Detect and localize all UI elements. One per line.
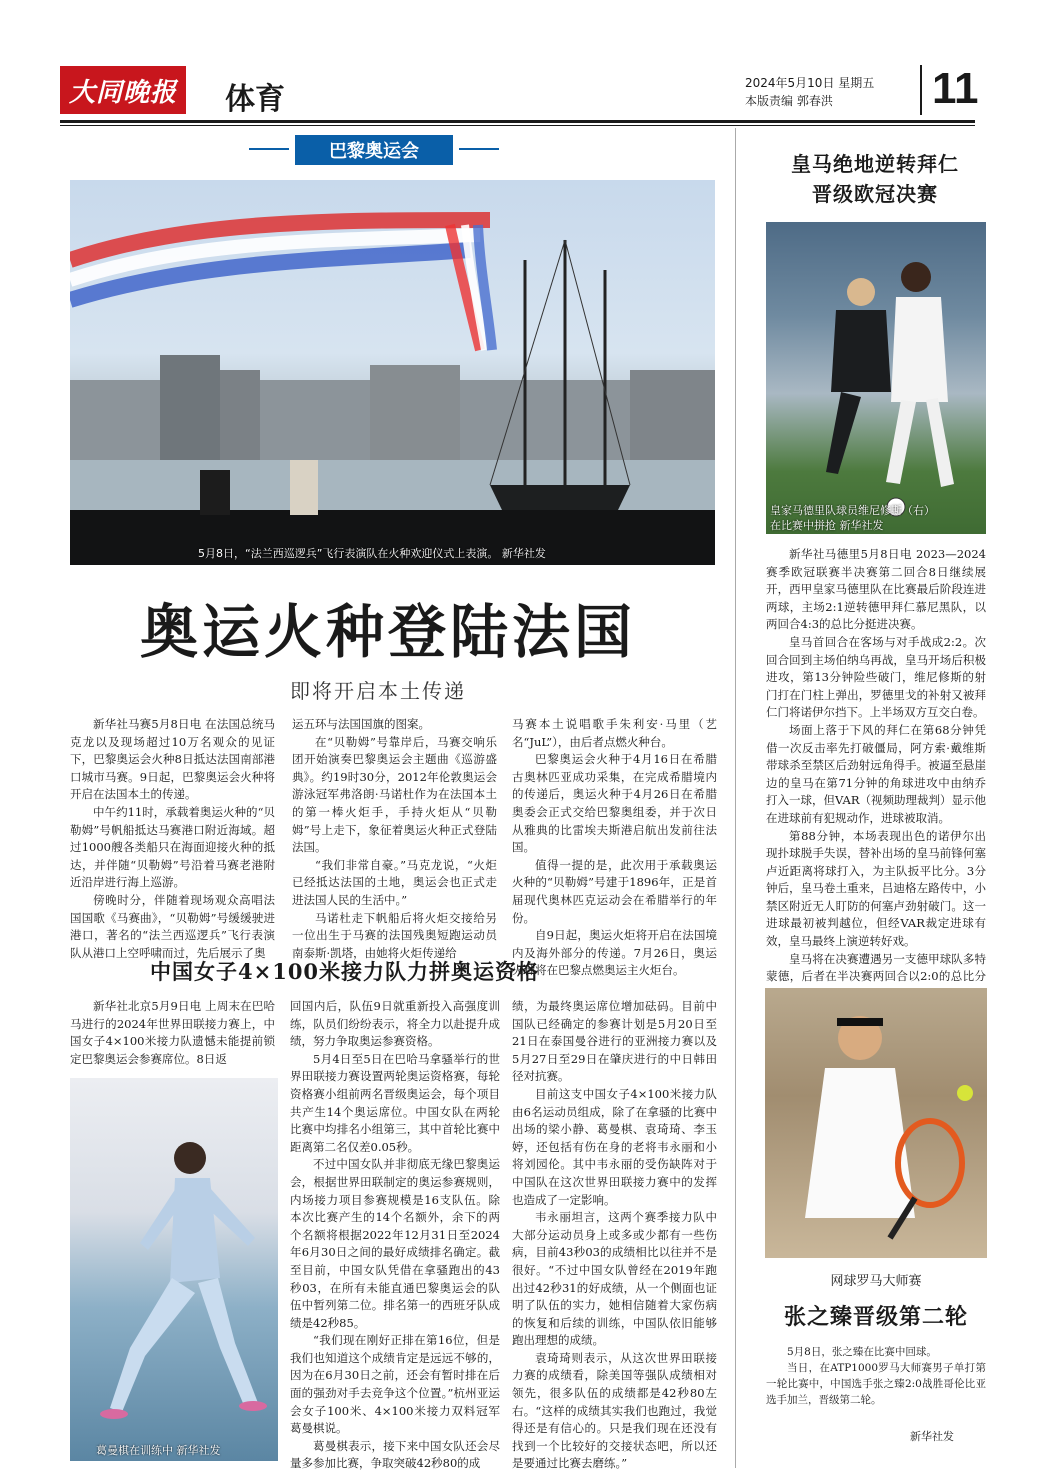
lead-column-2 bbox=[292, 716, 497, 962]
soccer-caption-line2: 在比赛中拼抢 新华社发 bbox=[770, 519, 884, 532]
paragraph: 值得一提的是，此次用于承载奥运火种的“贝勒姆”号建于1896年，正是首届现代奥林匹克运动会在希腊举行的年份。 bbox=[512, 857, 717, 925]
tennis-headline: 张之臻晋级第二轮 bbox=[783, 1304, 968, 1330]
paragraph: 目前这支中国女子4×100米接力队由6名运动员组成，除了在拿骚的比赛中出场的梁小静、葛曼棋、袁琦琦、李玉婷，还包括有伤在身的老将韦永丽和小将刘园伦。其中韦永丽的受伤缺阵对于中国队在这次世界田联接力赛中的发挥也造成了一定影响。 bbox=[512, 1086, 717, 1207]
tennis-kicker: 网球罗马大师赛 bbox=[830, 1274, 922, 1289]
paragraph: 第88分钟，本场表现出色的诺伊尔出现扑球脱手失误，替补出场的皇马前锋何塞卢近距离将球打入，为主队扳平比分。3分钟后，皇马卷土重来，吕迪格左路传中，小禁区附近无人盯防的何塞卢劲射破门。这一进球最初被判越位，但经VAR裁定进球有效，皇马最终上演逆转好戏。 bbox=[766, 828, 986, 949]
paragraph: 绩，为最终奥运席位增加砝码。目前中国队已经确定的参赛计划是5月20日至21日在泰国曼谷进行的亚洲接力赛以及5月27日至29日在肇庆进行的中日韩田径对抗赛。 bbox=[512, 999, 717, 1084]
rm-headline-line1: 皇马绝地逆转拜仁 bbox=[791, 152, 959, 176]
runner-illustration bbox=[70, 1078, 278, 1461]
hero-caption: 5月8日，“法兰西巡逻兵”飞行表演队在火种欢迎仪式上表演。 新华社发 bbox=[198, 547, 546, 560]
paragraph: 新华社马德里5月8日电 2023—2024赛季欧冠联赛半决赛第二回合8日继续展开，西甲皇家马德里队在比赛最后阶段连进两球，主场2:1逆转德甲拜仁慕尼黑队，以两回合4:3的总比分挺进决赛。 bbox=[766, 547, 986, 632]
tennis-illustration bbox=[765, 988, 987, 1258]
tennis-photo bbox=[765, 988, 987, 1258]
paragraph: 新华社马赛5月8日电 在法国总统马克龙以及现场超过10万名观众的见证下，巴黎奥运会火种8日抵达法国南部港口城市马赛。9日起，巴黎奥运会火种将开启在法国本土的传递。 bbox=[70, 717, 275, 802]
soccer-caption-line1: 皇家马德里队球员维尼修斯（右） bbox=[770, 504, 935, 517]
header-rule bbox=[60, 120, 975, 123]
rm-headline-line2: 晋级欧冠决赛 bbox=[812, 182, 938, 206]
paragraph: 袁琦琦则表示，从这次世界田联接力赛的成绩看，除美国等强队成绩相对领先，很多队伍的成绩都是42秒80左右。“这样的成绩其实我们也跑过，我觉得还是有信心的。只是我们现在还没有找到一个比较好的交接状态吧，所以还是要通过比赛去磨练。” bbox=[512, 1350, 717, 1471]
column-divider bbox=[735, 128, 736, 1468]
section-title: 体育 bbox=[225, 82, 285, 117]
paragraph: 中午约11时，承载着奥运火种的“贝勒姆”号帆船抵达马赛港口附近海域。超过1000艘各类船只在海面迎接火种的抵达，并伴随“贝勒姆”号沿着马赛老港附近沿岸进行海上巡游。 bbox=[70, 804, 275, 890]
paragraph: 马赛本土说唱歌手朱利安·马里（艺名“JuL”），由后者点燃火种台。 bbox=[512, 717, 717, 749]
tennis-source: 新华社发 bbox=[910, 1430, 954, 1443]
header-divider bbox=[920, 65, 922, 115]
paragraph: 傍晚时分，伴随着现场观众高唱法国国歌《马赛曲》，“贝勒姆”号缓缓驶进港口，著名的“法兰西巡逻兵”飞行表演队从港口上空呼啸而过，先后展示了奥 bbox=[70, 892, 275, 960]
topic-banner: 巴黎奥运会 bbox=[295, 135, 453, 165]
paragraph: 葛曼棋表示，接下来中国女队还会尽量多参加比赛，争取突破42秒80的成 bbox=[290, 1438, 500, 1471]
paragraph: 回国内后，队伍9日就重新投入高强度训练，队员们纷纷表示，将全力以赴提升成绩，努力争取奥运参赛资格。 bbox=[290, 999, 500, 1049]
header-rule-thin bbox=[60, 125, 975, 126]
paragraph: “我们现在刚好正排在第16位，但是我们也知道这个成绩肯定是远远不够的，因为在6月30日之前，还会有暂时排在后面的强劲对手去竞争这个位置。”杭州亚运会女子100米、4×100米接力双料冠军葛曼棋说。 bbox=[290, 1333, 500, 1436]
relay-column-3 bbox=[512, 998, 717, 1473]
paragraph: 皇马首回合在客场与对手战成2:2。次回合回到主场伯纳乌再战，皇马开场后积极进攻，第13分钟险些破门，维尼修斯的射门打在门柱上弹出，罗德里戈的补射又被拜仁门将诺伊尔挡下。上半场双方互交白卷。 bbox=[766, 634, 986, 720]
page-number: 11 bbox=[932, 64, 979, 113]
paragraph: 5月4日至5日在巴哈马拿骚举行的世界田联接力赛设置两轮奥运资格赛，每轮资格赛小组前两名晋级奥运会，每个项目共产生14个奥运席位。中国女队在两轮比赛中均排名小组第三，其中首轮比赛中距离第二名仅差0.05秒。 bbox=[290, 1051, 500, 1154]
issue-date: 2024年5月10日 星期五 bbox=[745, 76, 875, 90]
paragraph: 韦永丽坦言，这两个赛季接力队中大部分运动员身上或多或少都有一些伤病，目前43秒03的成绩相比以往并不是很好。“不过中国女队曾经在2019年跑出过42秒31的好成绩，从一个侧面也证明了队伍的实力，她相信随着大家伤病的恢复和后续的训练，中国队依旧能够跑出理想的成绩。 bbox=[512, 1210, 717, 1348]
newspaper-logo: 大同晚报 bbox=[60, 66, 186, 114]
runner-photo bbox=[70, 1078, 278, 1461]
paragraph: 5月8日，张之臻在比赛中回球。 bbox=[787, 1346, 937, 1358]
paragraph: 马诺杜走下帆船后将火炬交接给另一位出生于马赛的法国残奥短跑运动员南泰斯·凯塔，由她将火炬传递给 bbox=[292, 910, 497, 960]
paragraph: 巴黎奥运会火种于4月16日在希腊古奥林匹亚成功采集，在完成希腊境内的传递后，奥运火种于4月26日在希腊奥委会正式交给巴黎奥组委，并于次日从雅典的比雷埃夫斯港启航出发前往法国。 bbox=[512, 752, 717, 855]
relay-column-2 bbox=[290, 998, 500, 1473]
paragraph: 新华社北京5月9日电 上周末在巴哈马进行的2024年世界田联接力赛上，中国女子4×100米接力队遗憾未能提前锁定巴黎奥运会参赛席位。8日返 bbox=[70, 999, 275, 1066]
hero-photo bbox=[70, 180, 715, 565]
rm-body bbox=[766, 546, 986, 1003]
runner-caption: 葛曼棋在训练中 新华社发 bbox=[96, 1444, 221, 1457]
relay-headline: 中国女子4×100米接力队力拼奥运资格 bbox=[150, 959, 540, 984]
paragraph: 不过中国女队并非彻底无缘巴黎奥运会，根据世界田联制定的奥运参赛规则，内场接力项目参赛规模是16支队伍。除本次比赛产生的14个名额外，余下的两个名额将根据2022年12月31日至2024年6月30日之间的最好成绩排名确定。截至目前，中国女队凭借在拿骚跑出的43秒03，在所有未能直通巴黎奥运会的队伍中暂列第二位。排名第一的西班牙队成绩是42秒85。 bbox=[290, 1157, 500, 1330]
page-editor: 本版责编 郭春洪 bbox=[745, 94, 833, 108]
paragraph: 皇马将在决赛遭遇另一支德甲球队多特蒙德，后者在半决赛两回合以2:0的总比分 bbox=[766, 951, 986, 984]
relay-column-1 bbox=[70, 998, 275, 1068]
lead-headline: 奥运火种登陆法国 bbox=[140, 598, 637, 666]
lead-subheadline: 即将开启本土传递 bbox=[290, 679, 466, 703]
tennis-body bbox=[766, 1344, 986, 1408]
lead-column-1 bbox=[70, 716, 275, 962]
paragraph: 在“贝勒姆”号靠岸后，马赛交响乐团开始演奏巴黎奥运会主题曲《巡游盛典》。约19时30分，2012年伦敦奥运会游泳冠军弗洛朗·马诺杜作为在法国本土的第一棒火炬手，手持火炬从“贝勒姆”号上走下，象征着奥运火种正式登陆法国。 bbox=[292, 734, 497, 855]
paragraph: “我们非常自豪。”马克龙说，“火炬已经抵达法国的土地，奥运会也正式走进法国人民的生活中。” bbox=[292, 857, 497, 907]
paragraph: 自9日起，奥运火炬将开启在法国境内及海外部分的传递。7月26日，奥运火种将在巴黎点燃奥运主火炬台。 bbox=[512, 928, 717, 978]
paragraph: 场面上落于下风的拜仁在第68分钟凭借一次反击率先打破僵局，阿方索·戴维斯带球杀至禁区后劲射远角得手。被逼至悬崖边的皇马在第71分钟的角球进攻中由纳乔打入一球，但VAR（视频助理裁判）显示他在进球前有犯规动作，进球被取消。 bbox=[766, 722, 986, 825]
paragraph: 运五环与法国国旗的图案。 bbox=[292, 717, 430, 731]
soccer-illustration bbox=[766, 222, 986, 534]
paragraph: 当日，在ATP1000罗马大师赛男子单打第一轮比赛中，中国选手张之臻2:0战胜哥伦比亚选手加兰，晋级第二轮。 bbox=[766, 1362, 986, 1406]
lead-column-3 bbox=[512, 716, 717, 980]
hero-illustration bbox=[70, 180, 715, 565]
soccer-photo bbox=[766, 222, 986, 534]
